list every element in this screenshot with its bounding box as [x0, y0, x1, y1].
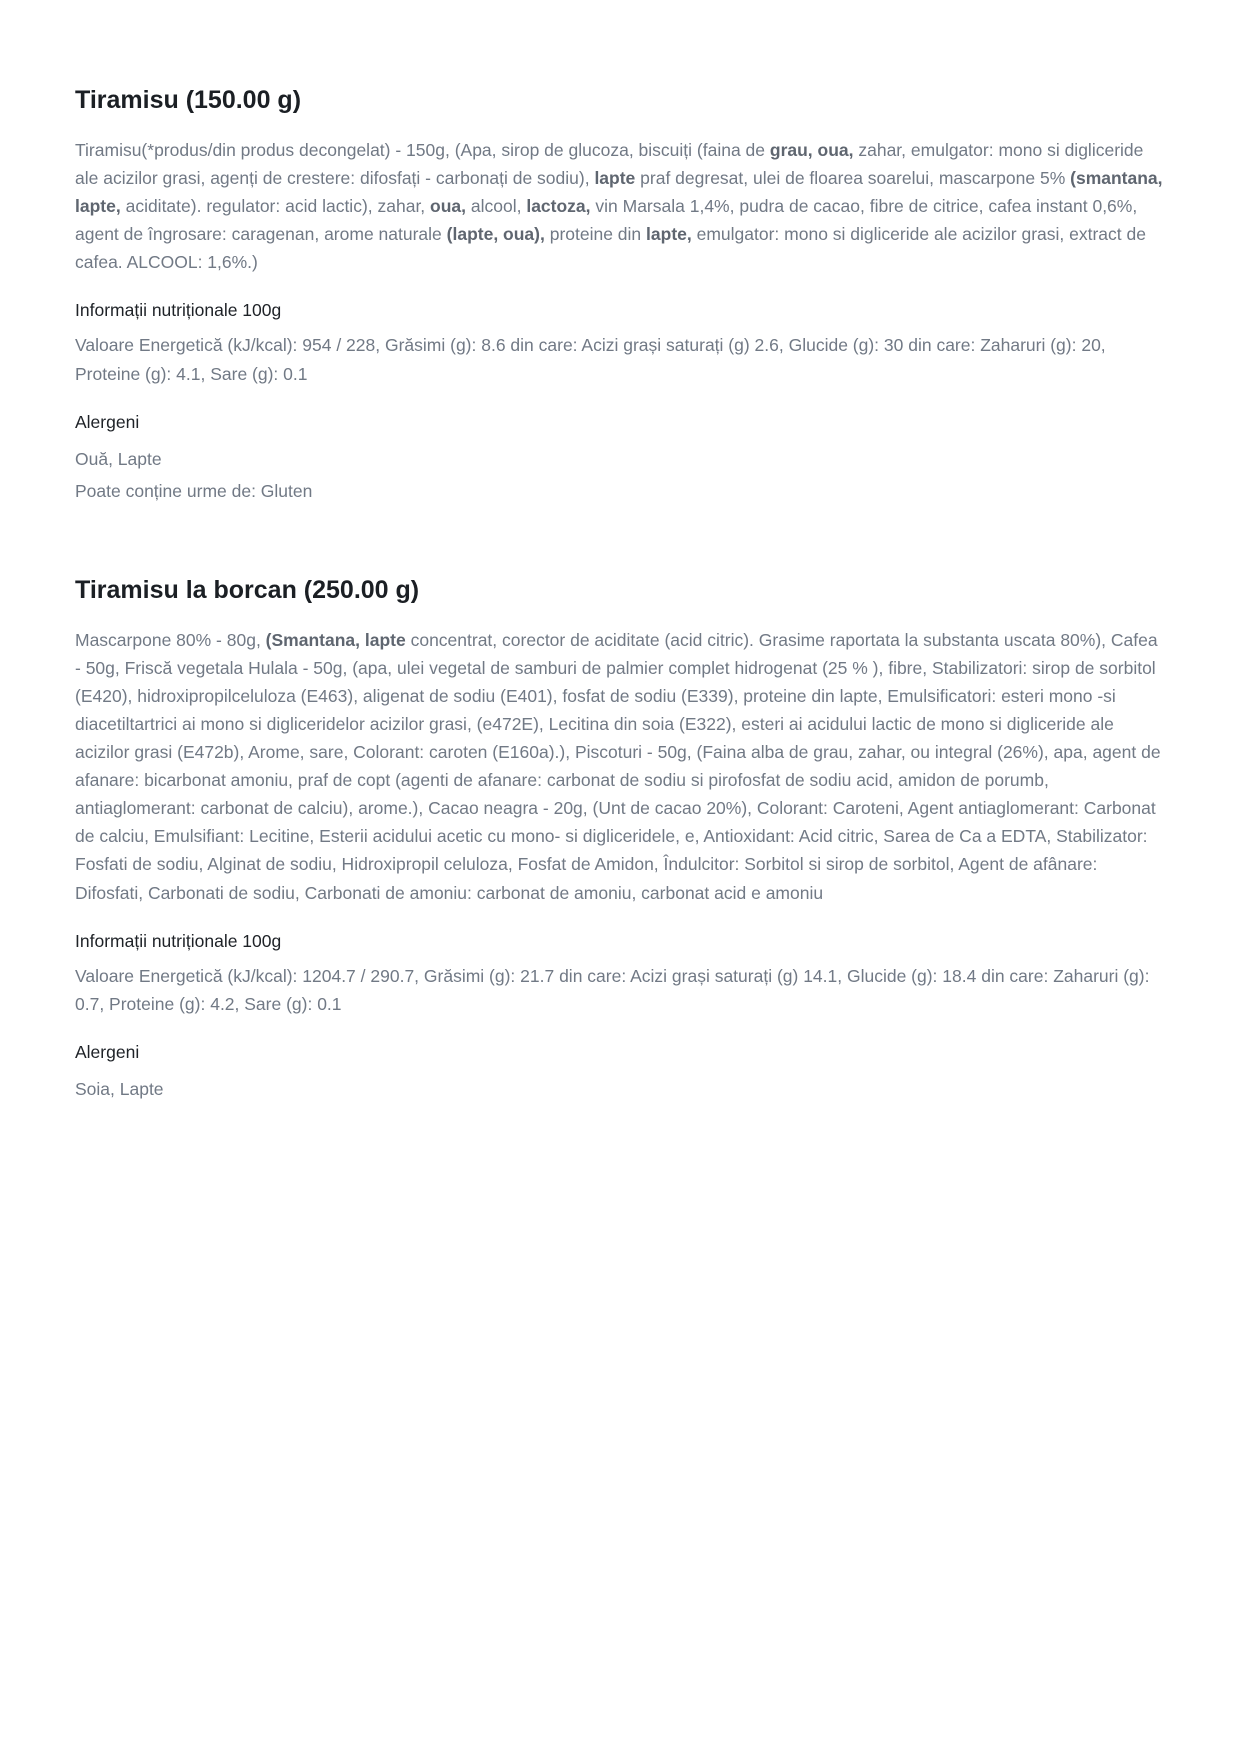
allergens-traces: Poate conține urme de: Gluten	[75, 480, 313, 501]
allergens-heading: Alergeni	[75, 1041, 140, 1062]
product-card	[75, 84, 1166, 507]
allergen-highlight: lactoza,	[526, 196, 591, 217]
nutrition-heading: Informații nutriționale 100g	[75, 300, 282, 321]
allergen-highlight: (smantana, lapte,	[75, 168, 1163, 217]
allergens-heading: Alergeni	[75, 411, 140, 432]
ingredient-segment: proteine din	[544, 224, 647, 245]
ingredient-segment: Mascarpone 80% - 80g,	[75, 629, 266, 650]
allergens-list: Soia, Lapte	[75, 1078, 164, 1099]
nutrition-values: Valoare Energetică (kJ/kcal): 954 / 228, Grăsimi (g): 8.6 din care: Acizi grași saturați (g) 2.6, Glucide (g): 30 din care: Zaharuri (g): 20, Proteine (g): 4.1, Sare (g): 0.1	[75, 335, 1106, 384]
ingredient-segment: aciditate). regulator: acid lactic), zahar,	[120, 196, 431, 217]
product-title: Tiramisu la borcan (250.00 g)	[75, 575, 420, 604]
allergen-highlight: lapte,	[646, 224, 692, 245]
product-card	[75, 574, 1166, 1105]
allergen-highlight: (lapte, oua),	[446, 224, 545, 245]
allergen-highlight: oua,	[430, 196, 467, 217]
ingredient-segment: Tiramisu(*produs/din produs decongelat) - 150g, (Apa, sirop de glucoza, biscuiți (faina de	[75, 140, 770, 160]
product-list	[75, 84, 1166, 1105]
allergens-list: Ouă, Lapte	[75, 448, 162, 469]
product-title: Tiramisu (150.00 g)	[75, 86, 302, 114]
ingredient-segment: concentrat, corector de aciditate (acid citric). Grasime raportata la substanta uscata 80%), Cafea - 50g, Friscă vegetala Hulala - 50g, (apa, ulei vegetal de samburi de palmier complet hidrogenat (25 % ), fibre, Stabilizatori: sirop de sorbitol (E420), hidroxipropilceluloza (E463), aligenat de sodiu (E401), fosfat de sodiu (E339), proteine din lapte, Emulsificatori: esteri mono -si diacetiltartrici ai mono si digliceridelor acizilor grasi, (e472E), Lecitina din soia (E322), esteri ai acidului lactic de mono si digliceride ale acizilor grasi (E472b), Arome, sare, Colorant: caroten (E160a).), Piscoturi - 50g, (Faina alba de grau, zahar, ou integral (26%), apa, agent de afanare: bicarbonat amoniu, praf de copt (agenti de afanare: carbonat de sodiu si pirofosfat de sodiu acid, amidon de porumb, antiaglomerant: carbonat de calciu), arome.), Cacao neagra - 20g, (Unt de cacao 20%), Colorant: Caroteni, Agent antiaglomerant: Carbonat de calciu, Emulsifiant: Lecitine, Esterii acidului acetic cu mono- si digliceridele, e, Antioxidant: Acid citric, Sarea de Ca a EDTA, Stabilizator: Fosfati de sodiu, Alginat de sodiu, Hidroxipropil celuloza, Fosfat de Amidon, Îndulcitor: Sorbitol si sirop de sorbitol, Agent de afânare: Difosfati, Carbonati de sodiu, Carbonati de amoniu: carbonat de amoniu, carbonat acid e amoniu	[75, 629, 1161, 903]
nutrition-values: Valoare Energetică (kJ/kcal): 1204.7 / 290.7, Grăsimi (g): 21.7 din care: Acizi grași saturați (g) 14.1, Glucide (g): 18.4 din care: Zaharuri (g): 0.7, Proteine (g): 4.2, Sare (g): 0.1	[75, 965, 1150, 1014]
ingredient-segment: vin Marsala 1,4%, pudra de cacao, fibre de citrice, cafea instant 0,6%, agent de îngrosare: caragenan, arome naturale	[75, 196, 1138, 245]
ingredients-text	[75, 136, 1166, 276]
ingredient-segment: emulgator: mono si digliceride ale acizilor grasi, extract de cafea. ALCOOL: 1,6%.)	[75, 224, 1146, 273]
allergen-highlight: lapte	[594, 168, 636, 189]
ingredient-segment: praf degresat, ulei de floarea soarelui, mascarpone 5%	[635, 168, 1071, 189]
ingredients-text	[75, 626, 1166, 907]
ingredient-segment: alcool,	[466, 196, 527, 217]
ingredient-segment: zahar, emulgator: mono si digliceride ale acizilor grasi, agenți de crestere: difosfați - carbonați de sodiu),	[75, 140, 1144, 189]
allergen-highlight: (Smantana, lapte	[265, 629, 406, 650]
nutrition-heading: Informații nutriționale 100g	[75, 930, 282, 951]
allergen-highlight: grau, oua,	[769, 140, 854, 160]
